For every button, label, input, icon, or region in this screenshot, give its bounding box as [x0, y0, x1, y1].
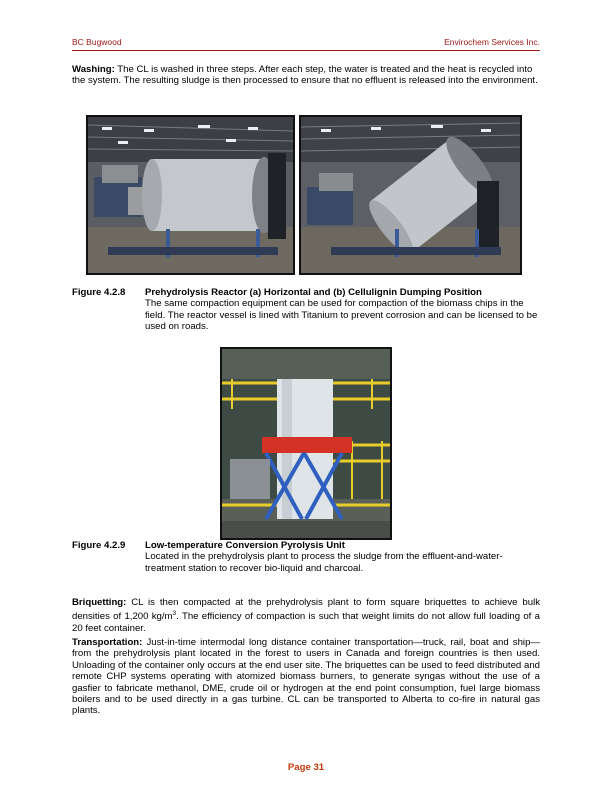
briquetting-text-after: . The efficiency of compaction is such that weight limits do not allow full loading of a 20 feet container. [72, 611, 540, 634]
figure-number: Figure 4.2.8 [72, 287, 126, 298]
washing-label: Washing: [72, 64, 115, 75]
reactor-horizontal-photo [86, 115, 295, 275]
header-left: BC Bugwood [72, 37, 122, 47]
briquetting-paragraph [72, 597, 540, 634]
figure-number: Figure 4.2.9 [72, 540, 126, 551]
transportation-text: Just-in-time intermodal long distance container transportation—truck, rail, boat and ship—from the prehydrolysis plant located in the forest to users in Canada and foreign countries is then used. Unloading of the container only occurs at the end user site. The briquettes can be used to feed distributed and remote CHP systems operating with atomized biomass burners, to generate syngas without the use of a gasfier to fabricate methanol, DME, crude oil or hydrogen at the end point consumption, fuel large biomass boilers and to be used directly in a gas turbine. CL can be transported to Alberta to co-fire in natural gas plants. [72, 637, 540, 717]
washing-paragraph [72, 64, 540, 87]
pyrolysis-unit-photo [220, 347, 392, 540]
figure-description: Located in the prehydrolysis plant to process the sludge from the effluent-and-water-treatment station to recover bio-liquid and charcoal. [145, 551, 503, 574]
figure-title: Prehydrolysis Reactor (a) Horizontal and (b) Cellulignin Dumping Position [145, 287, 482, 298]
figure-4-2-8-caption [72, 287, 540, 335]
figure-4-2-9-caption [72, 540, 540, 576]
page-number: Page 31 [287, 762, 325, 773]
header-right: Envirochem Services Inc. [444, 37, 540, 47]
washing-text: The CL is washed in three steps. After each step, the water is treated and the heat is recycled into the system. The resulting sludge is then processed to ensure that no effluent is released into the environment. [72, 64, 538, 87]
briquetting-superscript: 3 [172, 610, 177, 618]
figure-title: Low-temperature Conversion Pyrolysis Unit [145, 540, 345, 551]
reactor-dumping-photo [299, 115, 522, 275]
briquetting-text-before: CL is then compacted at the prehydrolysis plant to form square briquettes to achieve bulk densities of 1,200 kg/m [72, 597, 540, 623]
transportation-label: Transportation: [72, 637, 143, 648]
briquetting-label: Briquetting: [72, 597, 127, 608]
transportation-paragraph [72, 637, 540, 717]
figure-description: The same compaction equipment can be used for compaction of the biomass chips in the field. The reactor vessel is lined with Titanium to prevent corrosion and can be licensed to be used on roads. [145, 298, 538, 333]
page-header [72, 36, 540, 51]
